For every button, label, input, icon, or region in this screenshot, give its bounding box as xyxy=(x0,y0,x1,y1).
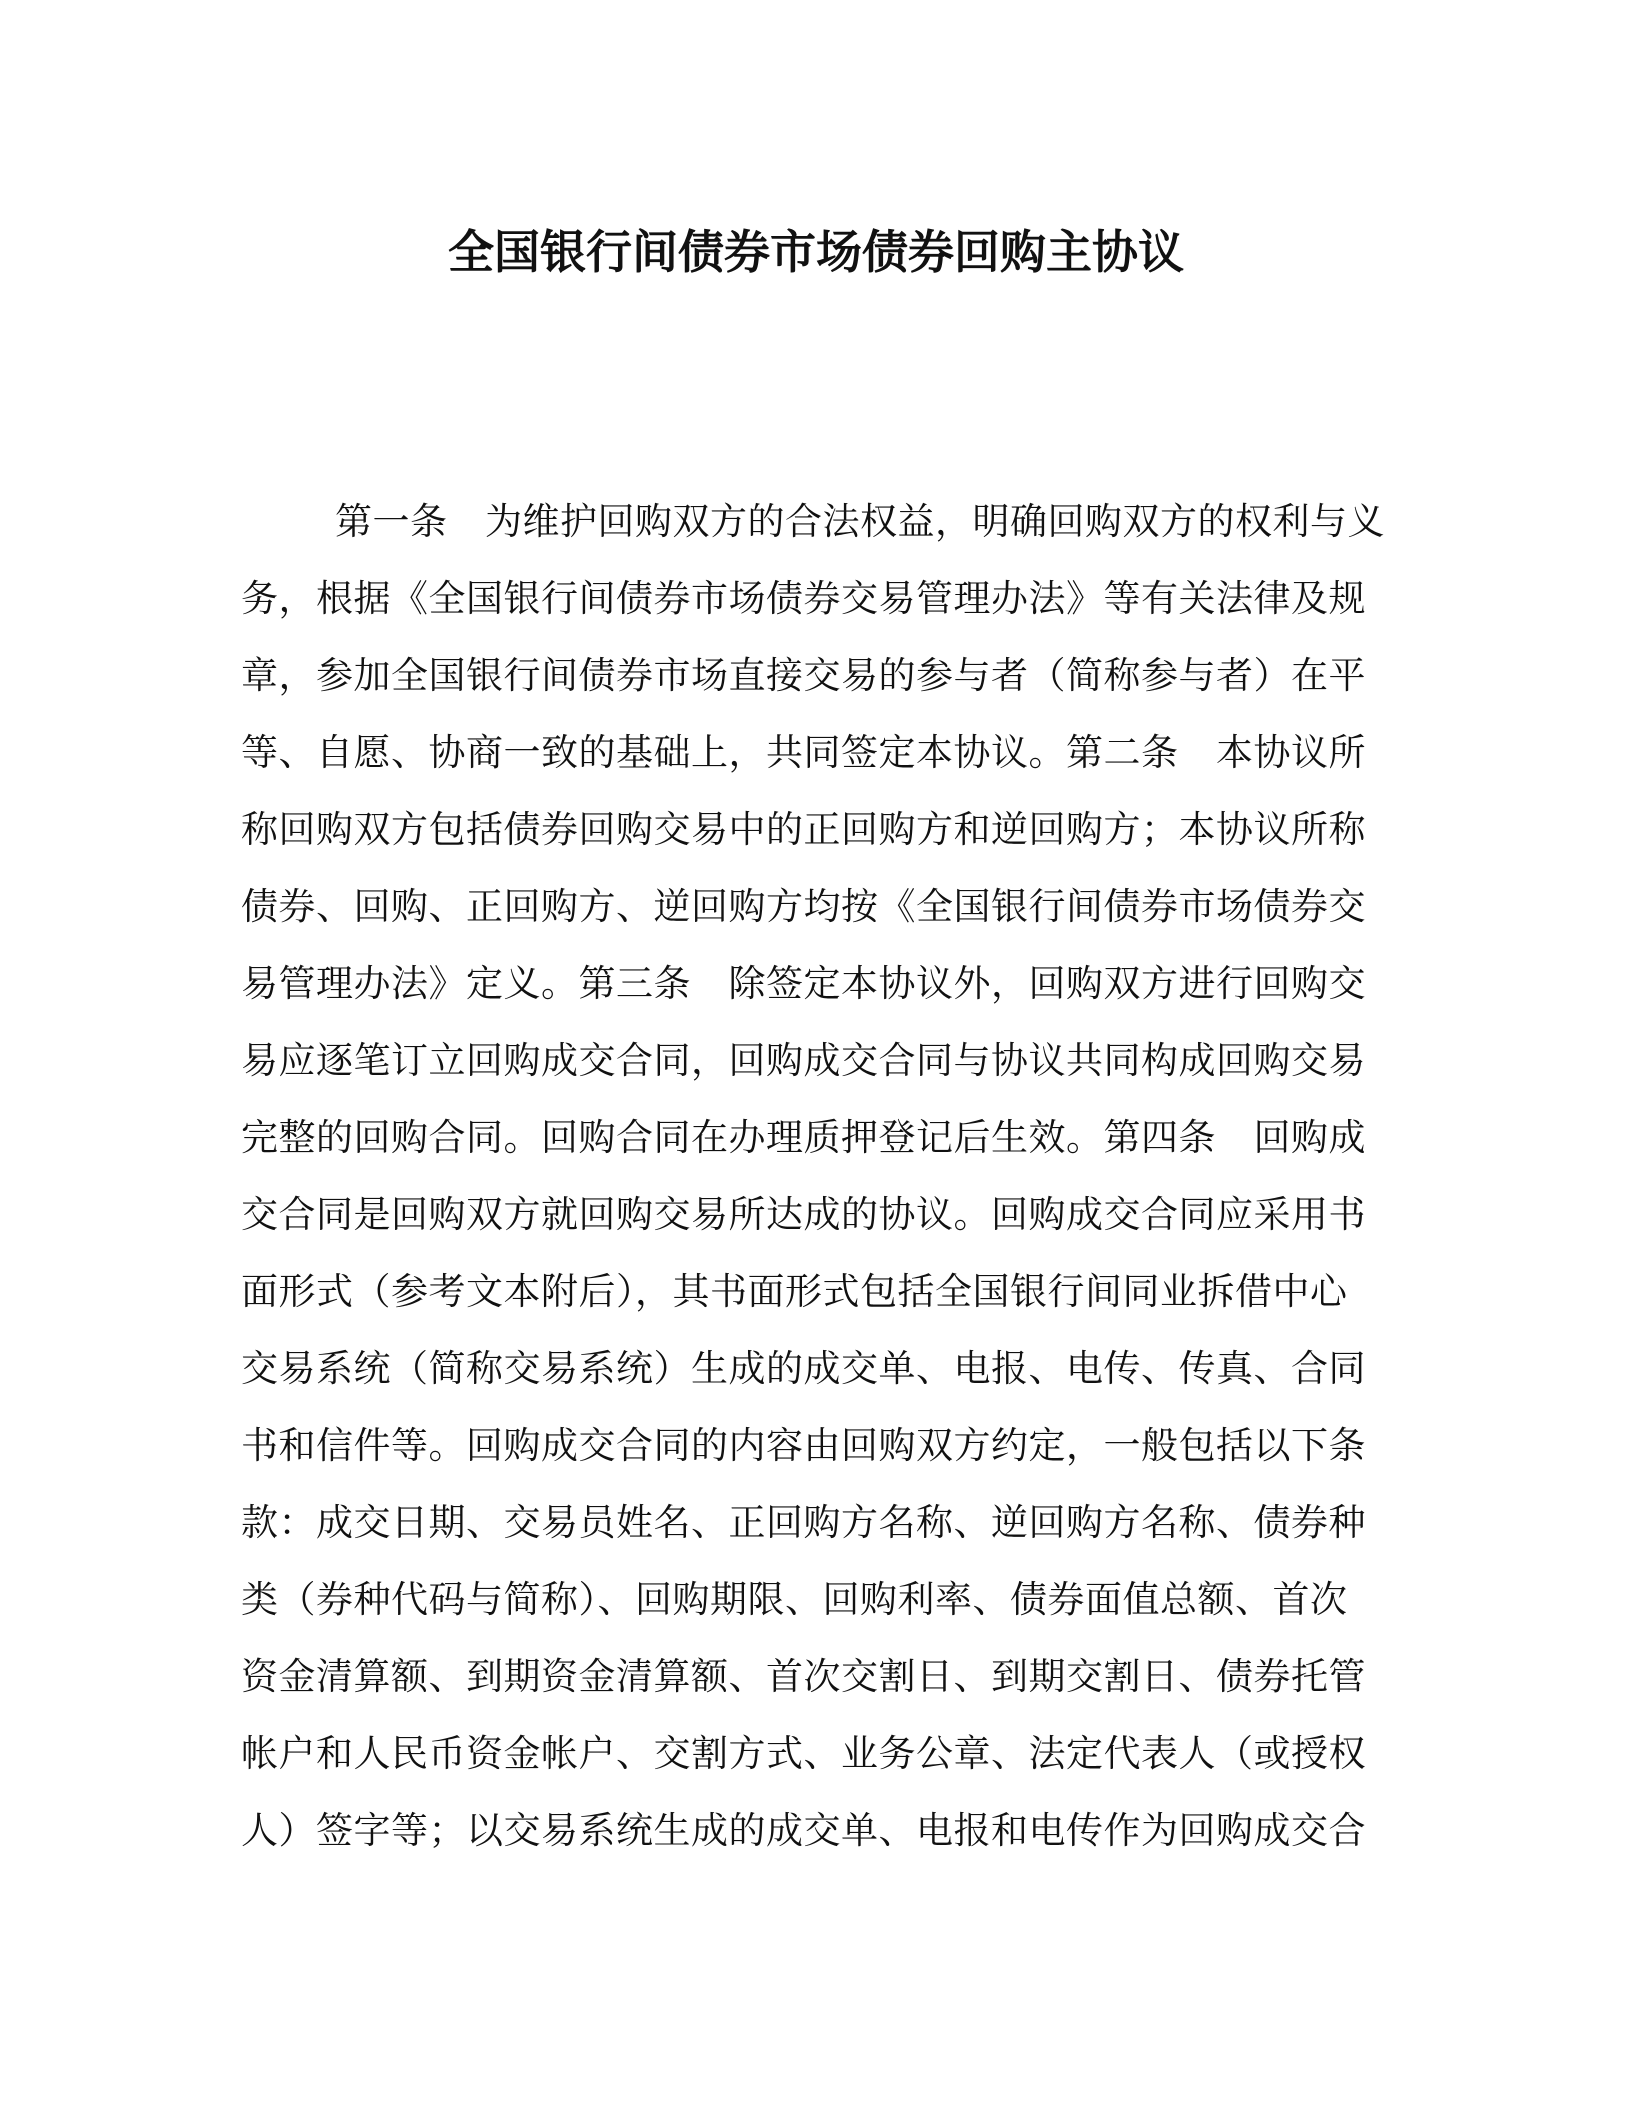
text-line: 资金清算额、到期资金清算额、首次交割日、到期交割日、债券托管 xyxy=(241,1655,1366,1698)
document-body xyxy=(241,494,1385,1880)
text-line: 款：成交日期、交易员姓名、正回购方名称、逆回购方名称、债券种 xyxy=(241,1501,1366,1544)
text-line: 易应逐笔订立回购成交合同，回购成交合同与协议共同构成回购交易 xyxy=(241,1039,1366,1082)
text-line: 类（券种代码与简称）、回购期限、回购利率、债券面值总额、首次 xyxy=(241,1578,1348,1621)
text-line: 帐户和人民币资金帐户、交割方式、业务公章、法定代表人（或授权 xyxy=(241,1732,1366,1775)
document-title: 全国银行间债券市场债券回购主协议 xyxy=(448,225,1184,279)
text-line: 债券、回购、正回购方、逆回购方均按《全国银行间债券市场债券交 xyxy=(241,885,1366,928)
text-line: 务，根据《全国银行间债券市场债券交易管理办法》等有关法律及规 xyxy=(241,577,1366,620)
text-line: 交合同是回购双方就回购交易所达成的协议。回购成交合同应采用书 xyxy=(241,1193,1366,1236)
text-line: 完整的回购合同。回购合同在办理质押登记后生效。第四条 回购成 xyxy=(241,1116,1366,1159)
text-line: 称回购双方包括债券回购交易中的正回购方和逆回购方；本协议所称 xyxy=(241,808,1366,851)
text-line: 书和信件等。回购成交合同的内容由回购双方约定，一般包括以下条 xyxy=(241,1424,1366,1467)
text-line: 第一条 为维护回购双方的合法权益，明确回购双方的权利与义 xyxy=(335,500,1385,543)
text-line: 等、自愿、协商一致的基础上，共同签定本协议。第二条 本协议所 xyxy=(241,731,1366,774)
text-line: 面形式（参考文本附后），其书面形式包括全国银行间同业拆借中心 xyxy=(241,1270,1348,1313)
text-line: 交易系统（简称交易系统）生成的成交单、电报、电传、传真、合同 xyxy=(241,1347,1366,1390)
text-line: 易管理办法》定义。第三条 除签定本协议外，回购双方进行回购交 xyxy=(241,962,1366,1005)
text-line: 人）签字等；以交易系统生成的成交单、电报和电传作为回购成交合 xyxy=(241,1809,1366,1852)
text-line: 章，参加全国银行间债券市场直接交易的参与者（简称参与者）在平 xyxy=(241,654,1366,697)
